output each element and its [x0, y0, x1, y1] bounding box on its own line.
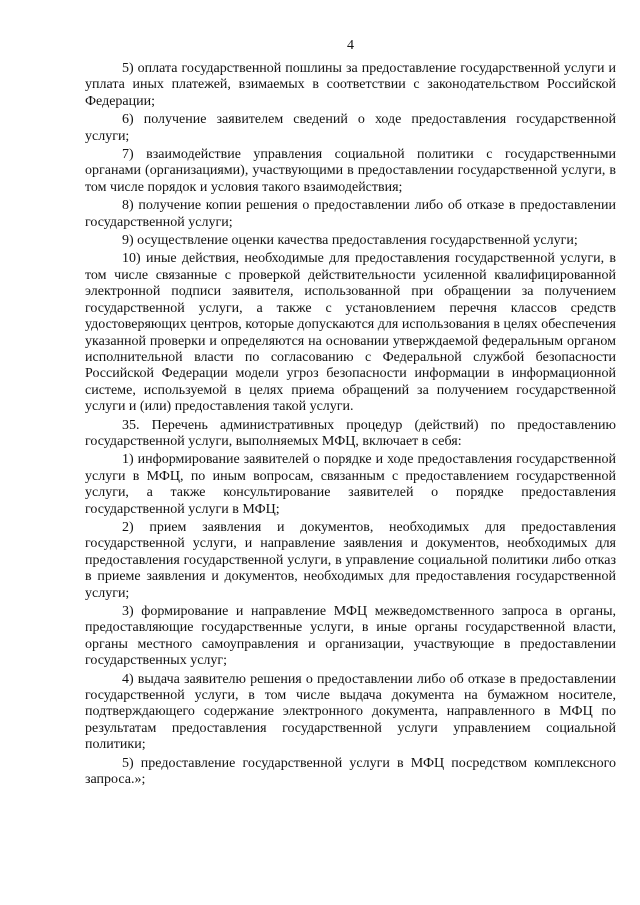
- paragraph-item-5-payment: 5) оплата государственной пошлины за предоставление государственной услуги и уплата иных платежей, взимаемых в соответствии с законодательством Российской Федерации;: [85, 61, 616, 109]
- paragraph-item-8-decision-copy: 8) получение копии решения о предоставлении либо об отказе в предоставлении государственной услуги;: [85, 198, 616, 230]
- page-number: 4: [347, 38, 354, 53]
- document-body: [85, 61, 616, 790]
- paragraph-mfc-item-4: 4) выдача заявителю решения о предоставлении либо об отказе в предоставлении государственной услуги, в том числе выдача документа на бумажном носителе, подтверждающего содержание электронного документа, направленного в МФЦ по результатам предоставления государственной услуги управлением социальной политики;: [85, 671, 616, 753]
- paragraph-section-35: 35. Перечень административных процедур (действий) по предоставлению государственной услуги, выполняемых МФЦ, включает в себя:: [85, 417, 616, 449]
- paragraph-item-9-quality-assessment: 9) осуществление оценки качества предоставления государственной услуги;: [122, 233, 578, 249]
- paragraph-item-7-interaction: 7) взаимодействие управления социальной политики с государственными органами (организациями), участвующими в предоставлении государственной услуги, в том числе порядок и условия такого взаимодействия;: [85, 147, 616, 195]
- paragraph-mfc-item-5: 5) предоставление государственной услуги в МФЦ посредством комплексного запроса.»;: [85, 755, 616, 788]
- paragraph-mfc-item-1: 1) информирование заявителей о порядке и ходе предоставления государственной услуги в МФЦ, по иным вопросам, связанным с предоставлением государственной услуги, а также консультирование заявителей о порядке предоставления государственной услуги в МФЦ;: [85, 452, 616, 517]
- paragraph-item-6-status-info: 6) получение заявителем сведений о ходе предоставления государственной услуги;: [85, 112, 616, 144]
- paragraph-mfc-item-3: 3) формирование и направление МФЦ межведомственного запроса в органы, предоставляющие государственные услуги, в иные органы государственной власти, органы местного самоуправления и организации, участвующие в предоставлении государственных услуг;: [85, 604, 616, 669]
- paragraph-mfc-item-2: 2) прием заявления и документов, необходимых для предоставления государственной услуги, и направление заявления и документов, необходимых для предоставления государственной услуги, в управление социальной политики либо отказ в приеме заявления и документов, необходимых для предоставления государственной услуги;: [85, 519, 616, 601]
- paragraph-item-10-other-actions: 10) иные действия, необходимые для предоставления государственной услуги, в том числе связанные с проверкой действительности усиленной квалифицированной электронной подписи заявителя, использованной при обращении за получением государственной услуги, а также с установлением перечня классов средств удостоверяющих центров, которые допускаются для использования в целях обеспечения указанной проверки и определяются на основании утверждаемой федеральным органом исполнительной власти по согласованию с Федеральной службой безопасности Российской Федерации модели угроз безопасности информации в информационной системе, используемой в целях приема обращений за получением государственной услуги и (или) предоставления такой услуги.: [85, 251, 616, 415]
